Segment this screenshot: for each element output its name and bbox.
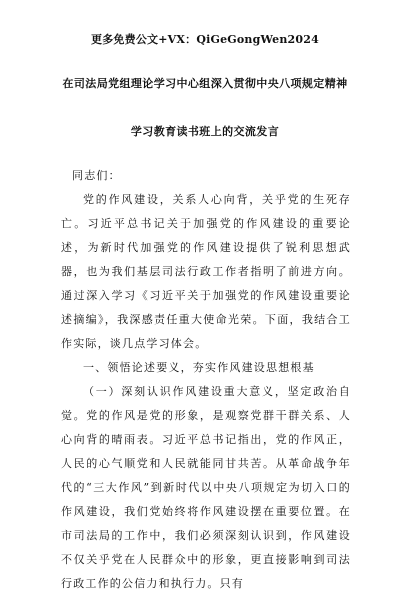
page-header: 更多免费公文+VX：QiGeGongWen2024 (91, 33, 319, 46)
paragraph-1: 党的作风建设，关系人心向背，关乎党的生死存亡。习近平总书记关于加强党的作风建设的重要论述，为新时代加强党的作风建设提供了锐利思想武器，也为我们基层司法行政工作者指明了前进方向。通过深入学习《习近平关于加强党的作风建设重要论述摘编》，我深感责任重大使命光荣。下面，我结合工作实际，谈几点学习体会。 (61, 193, 351, 350)
title-line-2: 学习教育读书班上的交流发言 (130, 125, 280, 138)
subsection-1-paragraph: （一）深刻认识作风建设重大意义，坚定政治自觉。党的作风是党的形象，是观察党群干群关系、人心向背的晴雨表。习近平总书记指出，党的作风正，人民的心气顺党和人民就能同甘共苦。从革命战争年代的“三大作风”到新时代以中央八项规定为切入口的作风建设，我们党始终将作风建设摆在重要位置。在市司法局的工作中，我们必须深刻认识到，作风建设不仅关乎党在人民群众中的形象，更直接影响到司法行政工作的公信力和执行力。只有 (61, 385, 351, 590)
greeting: 同志们： (72, 169, 121, 182)
document-body (61, 164, 351, 596)
section-heading-1: 一、领悟论述要义，夯实作风建设思想根基 (83, 361, 315, 374)
title-line-1: 在司法局党组理论学习中心组深入贯彻中央八项规定精神 (62, 77, 348, 90)
